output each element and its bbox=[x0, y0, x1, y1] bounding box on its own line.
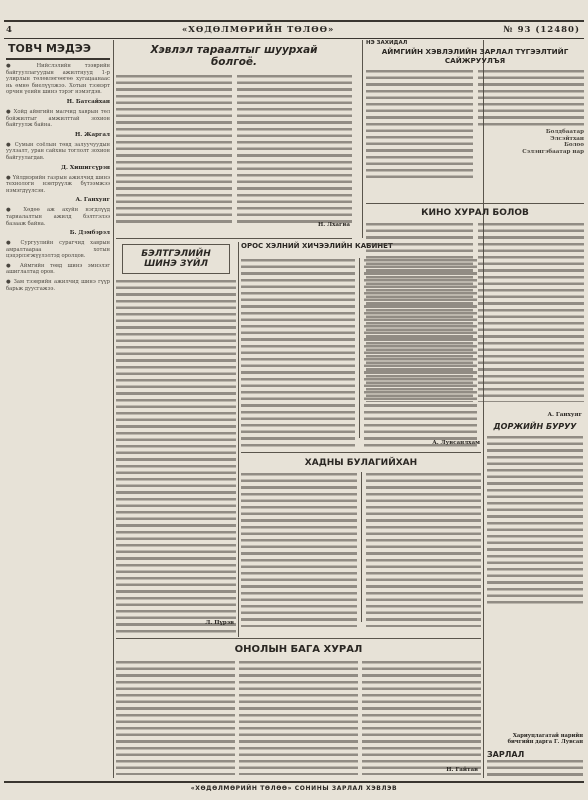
page-number: 4 bbox=[6, 25, 13, 35]
section-divider bbox=[241, 452, 481, 453]
article-conference bbox=[116, 641, 481, 779]
issue-number: № 93 (12480) bbox=[503, 25, 580, 35]
news-brief-item: ● Сумын соёлын төвд залуучуудын уулзалт, уран сайхны тоглолт зохион байгуулагдав. bbox=[6, 141, 110, 161]
article-film-text-2 bbox=[478, 222, 585, 402]
news-brief-item: ● Сургуулийн сурагчид хаврын амралтаараа хотын цэцэрлэгжүүлэлтэд оролцов. bbox=[6, 240, 110, 260]
article-distribution-signature: Н. Лхагва bbox=[317, 222, 350, 228]
news-brief-item: ● Аймгийн төвд шинэ эмнэлэг ашиглалтад оров. bbox=[6, 262, 110, 276]
news-brief-item: ● Үйлдвэрийн газрын ажилчид шинэ технологи нэвтрүүлж бүтээмжээ нэмэгдүүлсэн. bbox=[6, 174, 110, 194]
article-spring bbox=[241, 456, 481, 631]
article-spring-text-1 bbox=[241, 472, 357, 627]
section-divider bbox=[116, 638, 481, 639]
article-letter bbox=[366, 40, 584, 200]
article-conference-text-2 bbox=[239, 660, 358, 775]
section-divider bbox=[366, 203, 584, 204]
news-brief-signature: Н. Жаргал bbox=[74, 131, 110, 138]
section-divider bbox=[116, 238, 352, 239]
news-brief-item: ● Хойд аймгийн малчид хаврын төл бойжилтыг амжилттай зохион байгуулж байна. bbox=[6, 108, 110, 129]
article-russian-text-1 bbox=[241, 258, 355, 448]
article-letter-signatures bbox=[478, 129, 585, 155]
article-spring-text-2 bbox=[366, 472, 482, 627]
news-brief-item: ● Нийслэлийн тээврийн байгууллагуудын ажилтнууд 1-р улирлын төлөвлөгөөгөө хугацаанаас нь өмнө биелүүлжээ. Хотын тээвэрт орчин үеийн шинэ тэрэг нэмэгдэв. bbox=[6, 63, 110, 96]
column-divider bbox=[113, 40, 114, 778]
announcement bbox=[487, 750, 583, 778]
news-brief-column bbox=[6, 40, 110, 778]
article-letter-signature: Болоо bbox=[564, 142, 584, 149]
article-letter-text-1 bbox=[366, 69, 473, 179]
news-brief-signature: А. Ганхуяг bbox=[75, 197, 110, 204]
article-preparation-text bbox=[116, 279, 236, 636]
column-divider bbox=[238, 242, 239, 637]
news-brief-heading: ТОВЧ МЭДЭЭ bbox=[6, 40, 110, 60]
article-letter-label: НЭ ЗАХИДАЛ bbox=[366, 40, 408, 46]
footer: «ХӨДӨЛМӨРИЙН ТӨЛӨӨ» СОНИНЫ ЗАРЛАЛ ХЭВЛЭВ bbox=[4, 781, 584, 795]
column-divider bbox=[361, 472, 362, 622]
news-brief-signature: Н. Батсайхан bbox=[66, 98, 110, 105]
article-film-text-1 bbox=[366, 222, 473, 402]
article-preparation-heading: БЭЛТГЭЛИЙН ШИНЭ ЗҮЙЛ bbox=[122, 244, 230, 274]
article-letter-signature: Болдбаатар bbox=[545, 129, 584, 135]
article-distribution-heading: Хэвлэл тараалтыг шуурхай болгоё. bbox=[150, 44, 318, 68]
column-divider bbox=[359, 258, 360, 438]
announcement-text bbox=[487, 759, 583, 777]
news-brief-body bbox=[6, 63, 110, 292]
article-conference-text-1 bbox=[116, 660, 235, 775]
masthead bbox=[4, 20, 584, 39]
article-spring-signature: Н. Гайтав bbox=[446, 767, 478, 773]
article-distribution-text-1 bbox=[116, 74, 232, 224]
article-dorj-signature-title: Хариуцлагатай нарийн бичгийн дарга Г. Лувсан bbox=[507, 733, 583, 746]
article-conference-text-3 bbox=[362, 660, 481, 775]
announcement-heading: ЗАРЛАЛ bbox=[487, 750, 525, 759]
article-letter-text-2 bbox=[478, 69, 585, 179]
article-distribution bbox=[116, 40, 352, 236]
newspaper-title: «ХӨДӨЛМӨРИЙН ТӨЛӨӨ» bbox=[181, 25, 335, 35]
article-dorj-text bbox=[487, 435, 583, 605]
article-film-heading: КИНО ХУРАЛ БОЛОВ bbox=[421, 208, 529, 218]
article-preparation bbox=[116, 242, 236, 637]
article-russian-heading: ОРОС ХЭЛНИЙ ХИЧЭЭЛИЙН КАБИНЕТ bbox=[241, 242, 393, 250]
article-dorj-signature bbox=[487, 733, 583, 746]
article-letter-signature: Элсэйтхан bbox=[550, 135, 584, 142]
article-russian-signature: А. Лувсанлхам bbox=[432, 440, 480, 446]
column-divider bbox=[362, 40, 363, 238]
article-conference-heading: ОНОЛЫН БАГА ХУРАЛ bbox=[234, 644, 363, 655]
article-film bbox=[366, 206, 584, 406]
news-brief-signature: Б. Дэмбэрэл bbox=[69, 230, 110, 237]
article-letter-heading: АЙМГИЙН ХЭВЛЭЛИЙН ЗАРЛАЛ ТҮГЭЭЛТИЙГ САЙЖРУУЛЪЯ bbox=[381, 47, 569, 65]
news-brief-item: ● Хөдөө аж ахуйн нэгдлүүд тариалалтын ажилд бэлтгэлээ базааж байна. bbox=[6, 207, 110, 227]
article-film-signature: А. Ганхуяг bbox=[547, 412, 582, 418]
article-spring-heading: ХАДНЫ БУЛАГИЙХАН bbox=[304, 458, 418, 468]
news-brief-signature: Д. Хишигсүрэн bbox=[60, 164, 110, 171]
article-dorj bbox=[487, 420, 583, 610]
news-brief-item: ● Зам тээврийн ажилчид шинэ гүүр барьж дуусгажээ. bbox=[6, 279, 110, 292]
article-letter-signature: Сэлэнгэбаатар нар bbox=[522, 148, 584, 155]
article-preparation-signature: Л. Пүрэв bbox=[205, 620, 234, 626]
article-distribution-text-2 bbox=[237, 74, 353, 224]
article-dorj-heading: ДОРЖИЙН БУРУУ bbox=[493, 422, 577, 431]
